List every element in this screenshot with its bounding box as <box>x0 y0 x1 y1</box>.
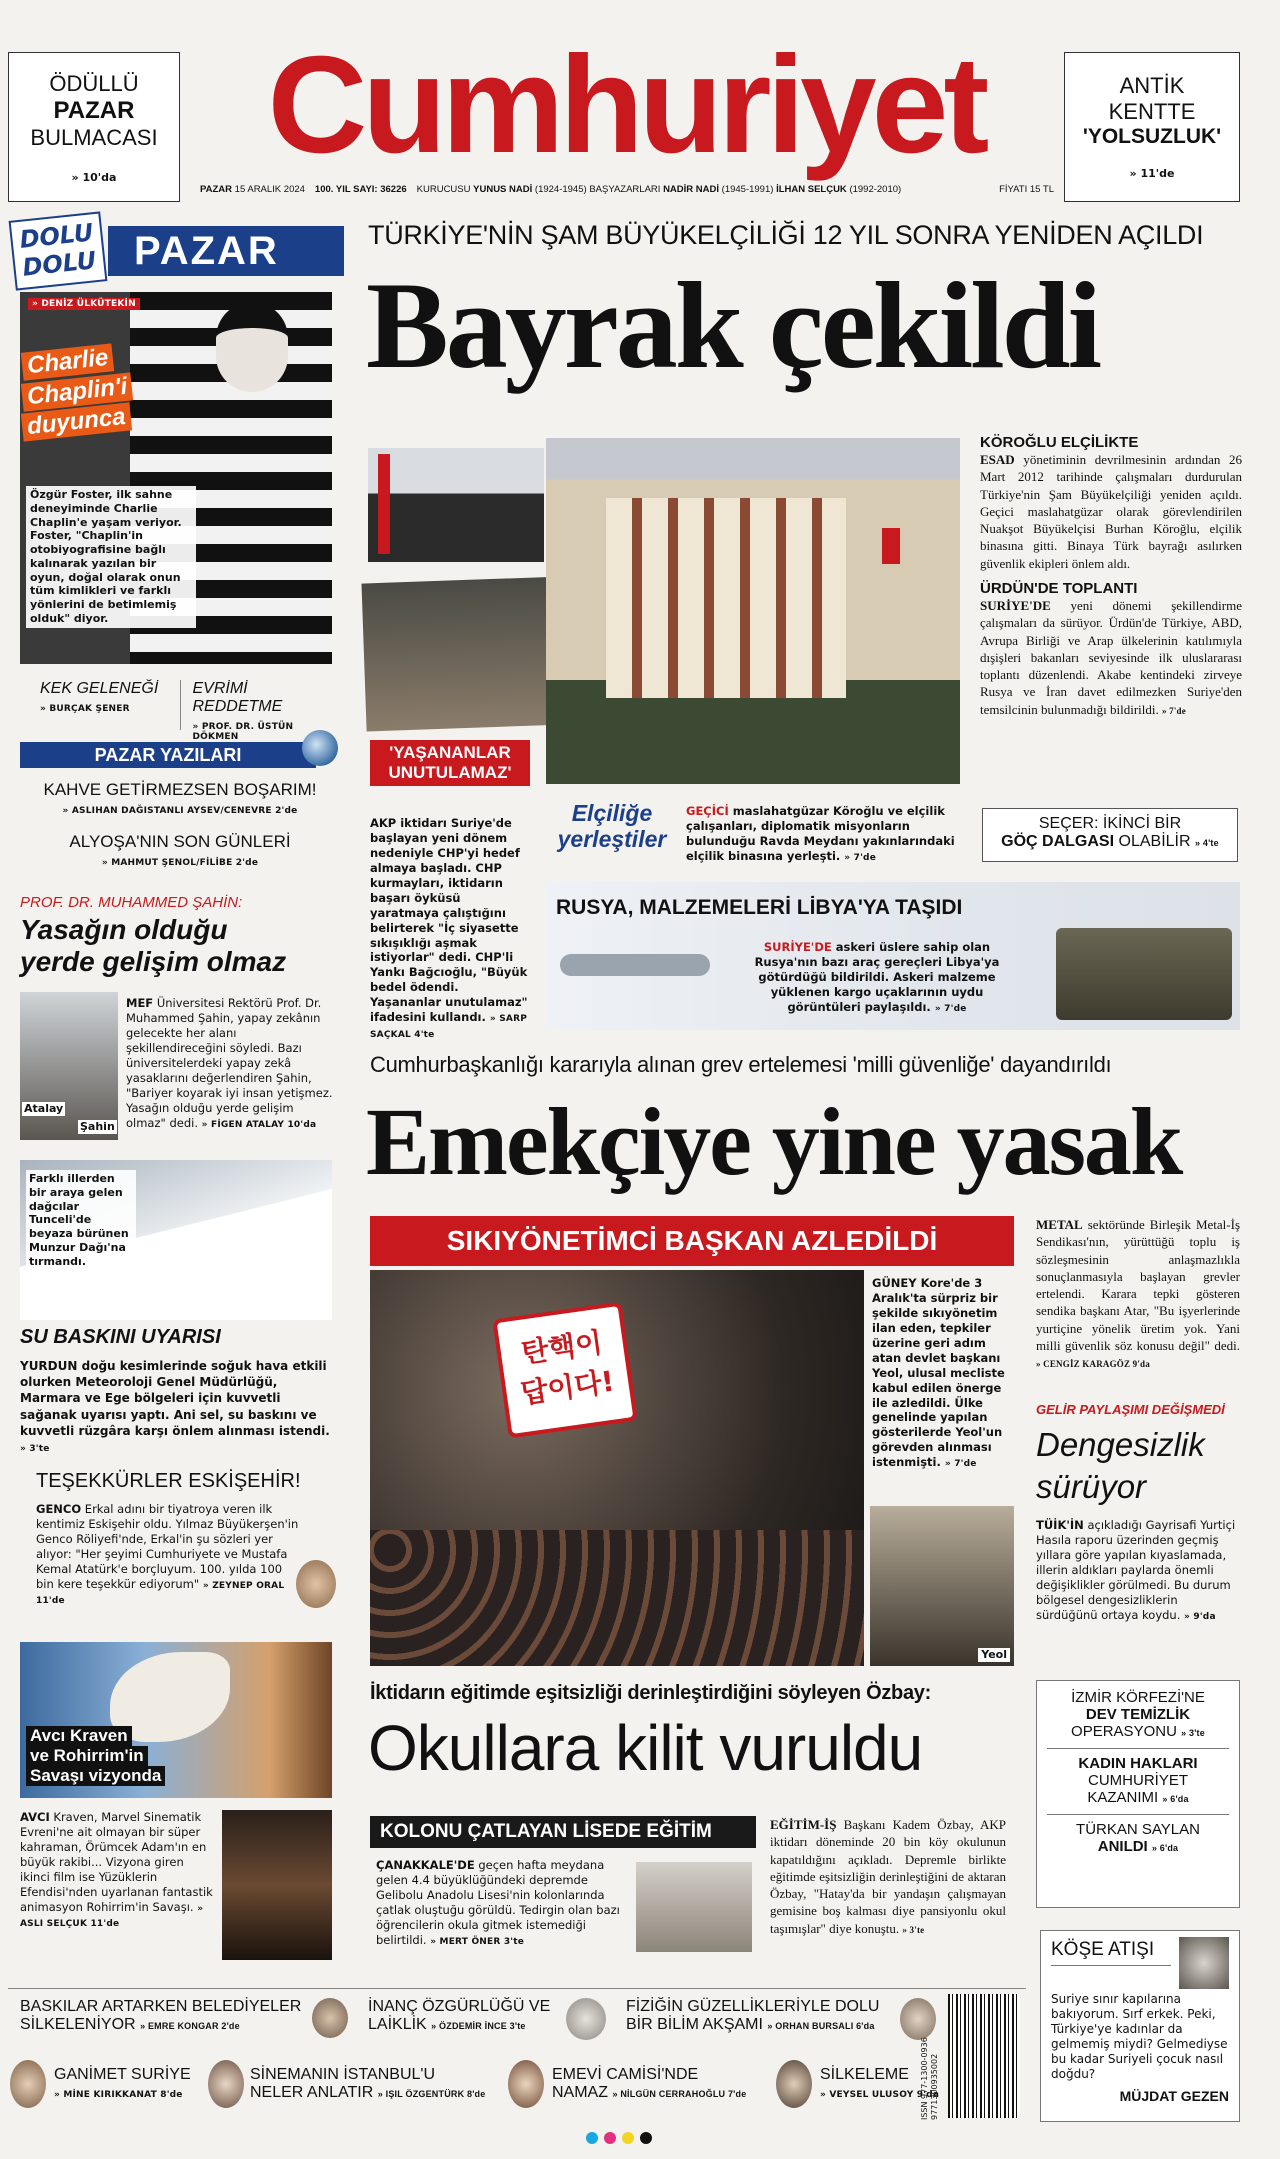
bottom-item-bursali-line2: BİR BİLİM AKŞAMI <box>626 2016 763 2033</box>
rusya-text: askeri üslere sahip olan Rusya'nın bazı araç gereçleri Libya'ya götürdüğü bildirildi. Askeri malzeme yüklenen kargo uçaklarının uydu görüntüleri paylaşıldı. <box>754 940 1000 1014</box>
saylan-item[interactable] <box>1047 1814 1229 1855</box>
su-text: doğu kesimlerinde soğuk hava etkili olurken Meteoroloji Genel Müdürlüğü, Marmara ve Ege bölgeleri için kuvvetli sağanak uyarısı yaptı. Ani sel, su baskını ve kuvvetli rüzgâra karşı önlem alınması istendi. <box>20 1359 330 1438</box>
main1-s2-ref: » 7'de <box>1162 705 1186 716</box>
kolon-photo <box>636 1862 752 1952</box>
bottom-rule <box>8 1988 1026 1989</box>
sahin-headline2: yerde gelişim olmaz <box>20 946 287 977</box>
sahin-photo-label2: Şahin <box>80 1120 115 1133</box>
gelir-body <box>1036 1518 1240 1623</box>
korea-ref: » 7'de <box>944 1459 977 1470</box>
eskisehir-byline: » ZEYNEP ORAL 11'de <box>36 1580 285 1607</box>
right-promo-line1: ANTİK <box>1119 73 1185 98</box>
korea-sign-line2: 답이다! <box>518 1364 617 1411</box>
goc-ref: » 4'te <box>1194 838 1219 848</box>
bottom-item-cerrahoglu-author: » NİLGÜN CERRAHOĞLU 7'de <box>612 2089 747 2099</box>
korea-crowd <box>370 1530 864 1666</box>
pazar-title: PAZAR <box>134 229 279 273</box>
izmir-line3: OPERASYONU <box>1071 1723 1177 1740</box>
rusya-ref: » 7'de <box>934 1003 967 1014</box>
bottom-item-ozgenturk-line1: SİNEMANIN İSTANBUL'U <box>250 2066 436 2083</box>
bottom-item-bursali-line1: FİZİĞİN GÜZELLİKLERİYLE DOLU <box>626 1998 880 2015</box>
gelir-headline1: Dengesizlik <box>1036 1426 1205 1463</box>
su-body <box>20 1358 336 1455</box>
saylan-line2-wrap <box>1047 1838 1229 1855</box>
chaplin-head <box>216 302 288 392</box>
editor2-years: (1992-2010) <box>849 184 902 195</box>
kraven-lead: AVCI <box>20 1810 50 1824</box>
bottom-item-cerrahoglu-line2-wrap <box>552 2084 772 2102</box>
bottom-item-ince-line1: İNANÇ ÖZGÜRLÜĞÜ VE <box>368 1998 551 2015</box>
korea-banner[interactable] <box>370 1216 1014 1266</box>
sahin-text: Üniversitesi Rektörü Prof. Dr. Muhammed Şahin, yapay zekânın gelecekte her alanı şekillendireceğini söyledi. Bazı üniversitelerdeki yapay zekâ yasaklarını değerlendiren Şahin, "Bariyer koyarak iyi insan yetişmez. Yasağın olduğu yerde gelişim olmaz" dedi. <box>126 996 333 1130</box>
date: 15 ARALIK 2024 <box>234 184 305 195</box>
gelir-ref: » 9'da <box>1184 1611 1216 1622</box>
metal-text: sektöründe Birleşik Metal-İş Sendikası'nın, yürüttüğü toplu iş sözleşmesinin anlaşmazlıkla sonuçlanmasıyla başlayan grevler ertelendi. Karara tepki gösteren sendika başkanı Atar, "Bu işyerlerinde yurtiçine yönelik üretim yok. Yani milli güvenlik söz konusu değil" dedi. <box>1036 1217 1240 1353</box>
bottom-item-cerrahoglu[interactable] <box>552 2066 772 2102</box>
delegation-photo <box>368 448 544 562</box>
kraven-text: Kraven, Marvel Sinematik Evreni'ne ait olmayan bir süper kahraman, Örümcek Adam'ın en büyük rakibi... Vizyona giren ikinci film ise Yüzüklerin Efendisi'nden uyarlanan fantastik animasyon Rohirrim'in Savaşı. <box>20 1810 213 1914</box>
gelir-lead: TÜİK'İN <box>1036 1518 1084 1532</box>
gelir-headline2: sürüyor <box>1036 1468 1147 1505</box>
bottom-item-ulusoy-author: » VEYSEL ULUSOY 9'da <box>820 2090 940 2100</box>
main1-s1-text: yönetiminin devrilmesinin ardından 26 Mart 2012 tarihinde çalışmaları durdurulan Türkiye'nin Şam Büyükelçiliği yeniden açıldı. Geçici maslahatgüzar olarak görevlendirilen Nuakşot Büyükelçisi Burhan Köroğlu, elçilik binasına gitti. Binaya Türk bayrağı asılırken güvenlik ekipleri önlem aldı. <box>980 452 1242 571</box>
left-promo-line3: BULMACASI <box>30 125 158 150</box>
kolon-title: KOLONU ÇATLAYAN LİSEDE EĞİTİM <box>380 1821 712 1842</box>
gelir-text: açıkladığı Gayrisafi Yurtiçi Hasıla raporu üzerinden geçmiş yıllara göre yapılan kıyaslamada, illerin aldıkları paylarda önemli değişiklikler görülmedi. Bu durum bölgesel dengesizliklerin sürdüğünü ortaya koydu. <box>1036 1518 1236 1622</box>
date-label: PAZAR <box>200 184 233 195</box>
main1-s1-lead: ESAD <box>980 452 1015 467</box>
bottom-item-kongar-author: » EMRE KONGAR 2'de <box>140 2021 240 2031</box>
column-kek-author: » BURÇAK ŞENER <box>40 704 130 714</box>
yasananlar-tag[interactable] <box>370 740 530 786</box>
kadin-ref: » 6'da <box>1162 1794 1189 1804</box>
elcilige-headline[interactable] <box>544 800 680 852</box>
elcilige-body <box>686 804 960 865</box>
main2-headline[interactable]: Emekçiye yine yasak <box>366 1088 1182 1195</box>
rusya-body <box>748 940 1006 1015</box>
sahin-photo <box>20 992 118 1140</box>
main1-s1-title: KÖROĞLU ELÇİLİKTE <box>980 434 1139 451</box>
korea-text: GÜNEY Kore'de 3 Aralık'ta sürpriz bir şekilde sıkıyönetim ilan eden, tepkiler üzerine geri adım atan devlet başkanı Yeol, ulusal mecliste kabul edilen önerge ile azledildi. Ülke genelinde yapılan gösterilerde Yeol'un görevden alınması istenmişti. <box>872 1276 1005 1470</box>
izmir-item[interactable] <box>1037 1689 1239 1740</box>
saylan-line2: ANILDI <box>1097 1838 1148 1855</box>
yasananlar-text: AKP iktidarı Suriye'de başlayan yeni dönem nedeniyle CHP'yi hedef almaya başladı. CHP kurmayları, iktidarın başarı öyküsü yaratmaya çalıştığını belirterek "İç siyasette sıkışıklığı aşmak istiyorlar" dedi. CHP'li Yankı Bağcıoğlu, "Büyük bedel ödendi. Yaşananlar unutulamaz" ifadesini kullandı. <box>370 816 528 1025</box>
bottom-item-ince[interactable] <box>368 1998 568 2034</box>
bottom-item-bursali-author: » ORHAN BURSALI 6'da <box>767 2021 875 2031</box>
color-registration-marks <box>586 2132 652 2144</box>
main3-headline[interactable]: Okullara kilit vuruldu <box>368 1712 923 1784</box>
main1-headline[interactable]: Bayrak çekildi <box>366 257 1100 394</box>
sahin-kicker: PROF. DR. MUHAMMED ŞAHİN: <box>20 894 243 911</box>
main1-sidebar <box>980 434 1242 718</box>
left-promo-box[interactable] <box>8 52 180 202</box>
main1-s2-body <box>980 597 1242 718</box>
bottom-item-kirikkanat[interactable] <box>54 2066 224 2100</box>
right-promo-stack <box>1036 1680 1240 1908</box>
editor1-years: (1945-1991) <box>721 184 774 195</box>
munzur-photo <box>20 1160 332 1320</box>
korea-sign <box>492 1302 637 1439</box>
elcilige-ref: » 7'de <box>844 852 876 863</box>
bottom-item-kongar-line2-wrap <box>20 2016 316 2034</box>
main1-s2-text: yeni dönemi şekillendirme çalışmaları da sürüyor. Ürdün'de Türkiye, ABD, Avrupa Birliği ve Arap ülkelerinin katılımıyla dışişleri bakanları seviyesinde ilk uluslararası toplantı düzenlendi. Akabe kentindeki zirveye Rusya ve İran davet edilmezken Suriye'den temsilcinin bulunmadığı bildirildi. <box>980 597 1242 717</box>
kolon-body <box>376 1858 626 1948</box>
izmir-line3-wrap <box>1037 1723 1239 1740</box>
editors-label: BAŞYAZARLARI <box>589 184 661 195</box>
ozgenturk-avatar <box>208 2060 244 2108</box>
metal-body <box>1036 1216 1240 1372</box>
sahin-headline1: Yasağın olduğu <box>20 914 228 945</box>
main2-kicker: Cumhurbaşkanlığı kararıyla alınan grev ertelemesi 'milli güvenliğe' dayandırıldı <box>370 1052 1112 1077</box>
editor1: NADİR NADİ <box>663 184 720 195</box>
founder-years: (1924-1945) <box>534 184 587 195</box>
dolu-badge-line1: DOLU <box>18 218 95 254</box>
pazar-yazilari-item1-author: » ASLIHAN DAĞISTANLI AYSEV/CENEVRE 2'de <box>62 806 298 816</box>
rusya-lead: SURİYE'DE <box>763 940 832 954</box>
right-promo-ref: » 11'de <box>1129 167 1175 180</box>
su-ref: » 3'te <box>20 1443 50 1454</box>
kraven-body <box>20 1810 216 1931</box>
bottom-item-kongar-line2: SİLKELENİYOR <box>20 2016 136 2033</box>
kadin-line2: CUMHURİYET <box>1088 1772 1188 1789</box>
globe-icon <box>302 730 338 766</box>
yellow-dot <box>622 2132 634 2144</box>
bottom-item-kirikkanat-author: » MİNE KIRIKKANAT 8'de <box>54 2090 183 2100</box>
main1-kicker: TÜRKİYE'NİN ŞAM BÜYÜKELÇİLİĞİ 12 YIL SONRA YENİDEN AÇILDI <box>368 220 1204 250</box>
kose-title: KÖŞE ATIŞI <box>1051 1939 1171 1966</box>
cyan-dot <box>586 2132 598 2144</box>
left-promo-line1: ÖDÜLLÜ <box>49 71 139 96</box>
kadin-line1: KADIN HAKLARI <box>1078 1755 1198 1772</box>
ince-avatar <box>566 1998 606 2040</box>
column-evrim[interactable] <box>181 680 333 742</box>
korea-body <box>872 1276 1010 1471</box>
kose-author: MÜJDAT GEZEN <box>1119 2088 1229 2104</box>
elcilige-headline2: yerleştiler <box>557 826 667 852</box>
bottom-item-cerrahoglu-line1: EMEVİ CAMİSİ'NDE <box>552 2066 699 2083</box>
bottom-item-ozgenturk-author: » IŞIL ÖZGENTÜRK 8'de <box>377 2089 486 2099</box>
bottom-item-ozgenturk-line2-wrap <box>250 2084 500 2102</box>
eskisehir-text: Erkal adını bir tiyatroya veren ilk kentimiz Eskişehir oldu. Yılmaz Büyükerşen'in Genco Röliyefi'nde, Erkal'in şu sözleri yer alıyor: "Her şeyimi Cumhuriyete ve Mustafa Kemal Atatürk'e borçluyum. 100. yılda 100 bin kere teşekkür ediyorum" <box>36 1502 299 1591</box>
dateline <box>200 184 1054 195</box>
bottom-item-bursali-line2-wrap <box>626 2016 906 2034</box>
issue: 100. YIL SAYI: 36226 <box>314 184 407 195</box>
kirikkanat-avatar <box>10 2060 46 2108</box>
embassy-flag <box>882 528 900 564</box>
yasananlar-title: 'YAŞANANLAR UNUTULAMAZ' <box>388 743 512 782</box>
barcode-text: ISSN 977-1300-0936 9771300935002 <box>920 2037 939 2120</box>
kadin-line3: KAZANIMI <box>1087 1789 1159 1806</box>
goc-box[interactable] <box>982 808 1238 862</box>
sahin-headline[interactable] <box>20 914 340 978</box>
pazar-banner[interactable] <box>108 226 344 276</box>
korea-sign-line1: 탄핵이 <box>519 1325 605 1370</box>
saylan-ref: » 6'da <box>1151 1843 1179 1853</box>
bottom-item-ince-line2-wrap <box>368 2016 568 2034</box>
sahin-lead: MEF <box>126 996 154 1010</box>
egitim-body <box>770 1816 1006 1937</box>
magenta-dot <box>604 2132 616 2144</box>
yeol-label: Yeol <box>978 1648 1010 1662</box>
kose-box[interactable] <box>1040 1930 1240 2122</box>
pazar-yazilari-item2[interactable] <box>20 832 340 868</box>
right-promo-line2: KENTTE <box>1108 99 1196 124</box>
metal-lead: METAL <box>1036 1217 1083 1232</box>
left-promo-line2: PAZAR <box>53 97 135 124</box>
truck-shape <box>1056 928 1232 1020</box>
egitim-text: Başkanı Kadem Özbay, AKP iktidarı döneminde 20 bin köy okulunun kapatıldığını açıkladı. Depremle birlikte eğitimde eşitsizliğin derinleştiğini de aktaran Özbay, "Hatay'da bir yandaşın çalışmayan gemisine boş kalması diye pansiyonlu okul taşımışlar" diye konuştu. <box>770 1817 1007 1936</box>
ulusoy-avatar <box>776 2060 812 2108</box>
egitim-lead: EĞİTİM-İŞ <box>770 1817 837 1832</box>
founder-label: KURUCUSU <box>416 184 471 195</box>
pazar-yazilari-item1-title: KAHVE GETİRMEZSEN BOŞARIM! <box>43 780 317 799</box>
elcilige-lead: GEÇİCİ <box>686 804 729 818</box>
black-dot <box>640 2132 652 2144</box>
bottom-item-kongar-line1: BASKILAR ARTARKEN BELEDİYELER <box>20 1998 302 2015</box>
goc-line2-rest: OLABİLİR <box>1118 833 1191 850</box>
eskisehir-lead: GENCO <box>36 1502 82 1516</box>
column-kek[interactable] <box>20 680 181 730</box>
kraven-caption <box>26 1726 165 1786</box>
founder-name: YUNUS NADİ <box>473 184 533 195</box>
goc-line2-bold: GÖÇ DALGASI <box>1001 833 1115 850</box>
goc-line1: SEÇER: İKİNCİ BİR <box>1038 815 1182 832</box>
plane-shape <box>560 954 710 976</box>
price: FİYATI 15 TL <box>999 184 1054 195</box>
right-promo-box[interactable] <box>1064 52 1240 202</box>
chaplin-author: » DENİZ ÜLKÜTEKİN <box>28 298 140 310</box>
eskisehir-title[interactable]: TEŞEKKÜRLER ESKİŞEHİR! <box>36 1470 301 1492</box>
bottom-item-kirikkanat-line1: GANİMET SURİYE <box>54 2066 191 2083</box>
sahin-photo-label1: Atalay <box>24 1102 64 1115</box>
kraven-caption2: ve Rohirrim'in <box>26 1746 148 1766</box>
chaplin-photo[interactable] <box>20 292 332 664</box>
bottom-item-cerrahoglu-line2: NAMAZ <box>552 2084 608 2101</box>
izmir-line2: DEV TEMİZLİK <box>1085 1706 1191 1723</box>
main1-s2-lead: SURİYE'DE <box>980 597 1051 613</box>
eskisehir-avatar <box>296 1560 336 1608</box>
pazar-yazilari-item2-title: ALYOŞA'NIN SON GÜNLERİ <box>69 832 291 851</box>
barcode <box>948 1994 1020 2118</box>
munzur-caption: Farklı illerden bir araya gelen dağcılar Tunceli'de beyaza bürünen Munzur Dağı'na tırmandı. <box>26 1170 136 1270</box>
bottom-item-kongar[interactable] <box>20 1998 316 2034</box>
yasananlar-byline: » SARP SAÇKAL 4'te <box>370 1014 528 1040</box>
left-promo-ref: » 10'da <box>71 171 117 184</box>
masthead-title: Cumhuriyet <box>267 28 985 182</box>
column-kek-title: KEK GELENEĞİ <box>40 680 159 697</box>
su-title[interactable]: SU BASKINI UYARISI <box>20 1326 221 1348</box>
elcilige-text: maslahatgüzar Köroğlu ve elçilik çalışanları, diplomatik misyonların bulunduğu Ravda Meydanı yakınlarındaki elçilik binasına yerleşti. <box>686 804 955 863</box>
embassy-building <box>606 498 846 698</box>
kolon-byline: » MERT ÖNER 3'te <box>430 1936 525 1947</box>
cerrahoglu-avatar <box>508 2060 544 2108</box>
korea-banner-title: SIKIYÖNETİMCİ BAŞKAN AZLEDİLDİ <box>446 1225 938 1256</box>
right-promo-line3: 'YOLSUZLUK' <box>1082 125 1222 148</box>
column-evrim-author: » PROF. DR. ÜSTÜN DÖKMEN <box>192 722 294 742</box>
dolu-badge <box>9 211 108 290</box>
chaplin-caption: Özgür Foster, ilk sahne deneyiminde Charlie Chaplin'e yaşam veriyor. Foster, "Chaplin'in otobiyografisine bağlı kalınarak yazılan bir oyun, doğal olarak onun tüm kimlikleri ve farklı yönlerini de betimlemiş olduk" diyor. <box>26 486 196 628</box>
bottom-item-ulusoy-line1: SİLKELEME <box>820 2066 909 2083</box>
pazar-yazilari-title: PAZAR YAZILARI <box>94 745 242 765</box>
kolon-banner[interactable] <box>370 1816 756 1848</box>
sahin-body <box>126 996 336 1131</box>
gelir-kicker: GELİR PAYLAŞIMI DEĞİŞMEDİ <box>1036 1402 1225 1417</box>
bottom-item-ince-author: » ÖZDEMİR İNCE 3'te <box>431 2021 526 2031</box>
kolon-lead: ÇANAKKALE'DE <box>376 1858 475 1872</box>
bottom-item-ozgenturk-line2: NELER ANLATIR <box>250 2084 374 2101</box>
metal-byline: » CENGİZ KARAGÖZ 9'da <box>1036 1359 1150 1370</box>
pazar-yazilari-item2-author: » MAHMUT ŞENOL/FİLİBE 2'de <box>101 858 259 868</box>
dolu-badge-line2: DOLU <box>21 246 98 282</box>
columns-top <box>20 680 332 742</box>
bottom-item-ozgenturk[interactable] <box>250 2066 500 2102</box>
kose-body: Suriye sınır kapılarına bakıyorum. Sırf erkek. Peki, Türkiye'ye kadınlar da gelmemiş miydi? Gelmediyse bu kadar Suriyeli çocuk nasıl doğdu? <box>1051 1992 1228 2081</box>
bottom-item-ince-line2: LAİKLİK <box>368 2016 427 2033</box>
eskisehir-body <box>36 1502 300 1608</box>
editor2: İLHAN SELÇUK <box>776 184 847 195</box>
kolon-text: geçen hafta meydana gelen 4.4 büyüklüğündeki depremde Gelibolu Anadolu Lisesi'nin kolonlarında çatlak oluştuğu görüldü. Tedirgin olan bazı öğrencilerin okula gitmek istemediği belirtildi. <box>376 1858 620 1947</box>
izmir-ref: » 3'te <box>1181 1728 1205 1738</box>
chaplin-headline3: duyunca <box>21 402 132 441</box>
yeol-photo <box>870 1506 1014 1666</box>
kongar-avatar <box>312 1998 348 2038</box>
pazar-yazilari-banner[interactable] <box>20 742 316 768</box>
chaplin-headline2: Chaplin'i <box>21 372 134 411</box>
kadin-item[interactable] <box>1047 1748 1229 1806</box>
kraven-photo <box>20 1642 332 1798</box>
column-evrim-title: EVRİMİ REDDETME <box>192 680 283 715</box>
kadin-line3-wrap <box>1047 1789 1229 1806</box>
rusya-title: RUSYA, MALZEMELERİ LİBYA'YA TAŞIDI <box>556 896 963 919</box>
pazar-yazilari-item1[interactable] <box>20 780 340 816</box>
interior-photo <box>361 577 568 732</box>
kraven-caption3: Savaşı vizyonda <box>26 1766 165 1786</box>
korea-photo <box>370 1270 864 1666</box>
goc-line2 <box>983 833 1237 851</box>
turkish-flag <box>378 454 390 554</box>
chaplin-headline1: Charlie <box>21 343 115 380</box>
gelir-headline[interactable] <box>1036 1424 1205 1508</box>
su-lead: YURDUN <box>20 1359 78 1373</box>
sahin-byline: » FİGEN ATALAY 10'da <box>201 1119 317 1130</box>
elcilige-headline1: Elçiliğe <box>571 800 653 826</box>
saylan-line1: TÜRKAN SAYLAN <box>1076 1821 1200 1838</box>
kraven-caption1: Avcı Kraven <box>26 1726 132 1746</box>
chaplin-headline <box>22 343 132 441</box>
kose-avatar <box>1179 1937 1229 1989</box>
egitim-ref: » 3'te <box>902 1924 925 1935</box>
kraven-still <box>222 1810 332 1960</box>
bottom-item-bursali[interactable] <box>626 1998 906 2034</box>
izmir-line1: İZMİR KÖRFEZİ'NE <box>1071 1689 1205 1706</box>
main1-s1-body <box>980 451 1242 572</box>
embassy-photo <box>546 438 960 784</box>
main1-s2-title: ÜRDÜN'DE TOPLANTI <box>980 579 1138 597</box>
main3-kicker: İktidarın eğitimde eşitsizliği derinleştirdiğini söyleyen Özbay: <box>370 1682 931 1704</box>
yasananlar-body <box>370 816 532 1042</box>
kraven-byline: » ASLI SELÇUK 11'de <box>20 1903 204 1930</box>
